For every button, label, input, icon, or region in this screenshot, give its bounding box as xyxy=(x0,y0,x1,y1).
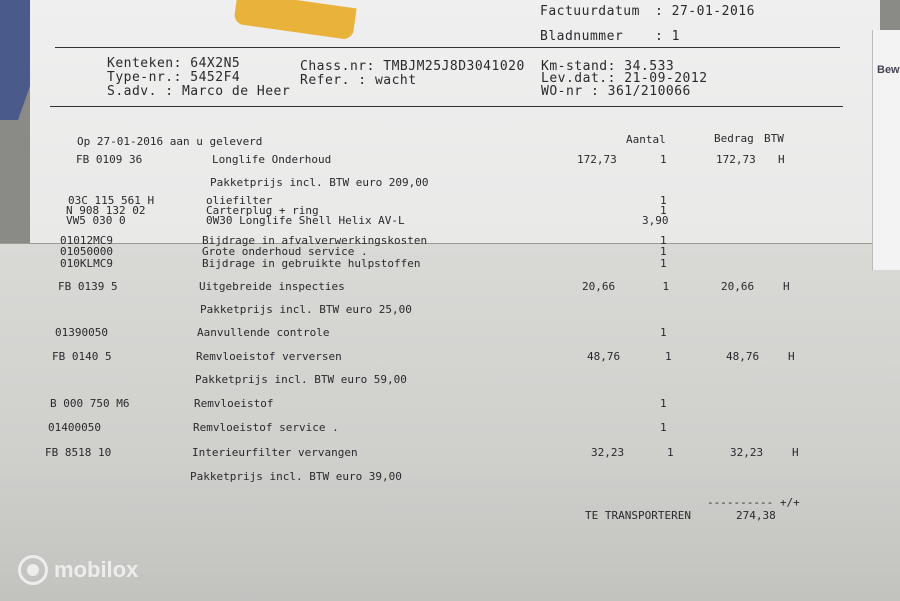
line-description: Remvloeistof service . xyxy=(193,421,339,434)
vehicle-divider xyxy=(50,106,843,107)
line-description: Pakketprijs incl. BTW euro 39,00 xyxy=(190,470,402,483)
line-unit-price: 20,66 xyxy=(582,280,616,293)
lev-dat: Lev.dat.: 21-09-2012 xyxy=(541,71,708,86)
line-quantity: 1 xyxy=(662,280,670,293)
line-description: 0W30 Longlife Shell Helix AV-L xyxy=(206,214,405,227)
side-sheet xyxy=(872,30,900,270)
line-description: Bijdrage in gebruikte hulpstoffen xyxy=(202,257,421,270)
line-code: B 000 750 M6 xyxy=(50,397,130,410)
line-description: Interieurfilter vervangen xyxy=(192,446,358,459)
line-code: 01400050 xyxy=(48,421,101,434)
reference: Refer. : wacht xyxy=(300,73,417,88)
line-quantity: 1 xyxy=(660,234,667,247)
side-sheet-tag: Bew xyxy=(877,64,900,76)
line-btw: H xyxy=(783,280,790,293)
line-code: FB 0109 36 xyxy=(76,153,143,166)
bladnummer-value: : 1 xyxy=(655,29,680,44)
line-btw: H xyxy=(788,350,795,363)
total-dashes: ---------- +/+ xyxy=(707,496,800,509)
line-amount: 172,73 xyxy=(716,153,756,166)
line-quantity: 1 xyxy=(660,257,667,270)
line-unit-price: 32,23 xyxy=(591,446,625,459)
type-nr: Type-nr.: 5452F4 xyxy=(107,70,241,85)
line-description: Pakketprijs incl. BTW euro 59,00 xyxy=(195,373,407,386)
kenteken: Kenteken: 64X2N5 xyxy=(107,56,241,71)
line-quantity: 1 xyxy=(667,446,674,459)
line-code: 01050000 xyxy=(60,245,113,258)
chassis-nr: Chass.nr: TMBJM25J8D3041020 xyxy=(300,59,525,74)
line-description: Uitgebreide inspecties xyxy=(199,280,345,293)
line-quantity: 1 xyxy=(665,350,672,363)
invoice-lower-sheet xyxy=(0,243,900,601)
col-aantal: Aantal xyxy=(626,133,666,146)
line-code: FB 0139 5 xyxy=(58,280,118,293)
line-btw: H xyxy=(778,153,785,166)
line-unit-price: 48,76 xyxy=(587,350,621,363)
line-quantity: 1 xyxy=(660,421,667,434)
line-description: Pakketprijs incl. BTW euro 25,00 xyxy=(200,303,412,316)
km-stand: Km-stand: 34.533 xyxy=(541,59,675,74)
watermark xyxy=(18,555,138,585)
transport-label: TE TRANSPORTEREN xyxy=(585,509,691,522)
line-code: N 908 132 02 xyxy=(66,204,146,217)
delivered-line: Op 27-01-2016 aan u geleverd xyxy=(77,135,263,148)
factuurdatum-label: Factuurdatum xyxy=(540,4,640,19)
line-description: Carterplug + ring xyxy=(206,204,319,217)
line-code: 01012MC9 xyxy=(60,234,113,247)
service-advisor: S.adv. : Marco de Heer xyxy=(107,84,291,99)
line-amount: 32,23 xyxy=(730,446,764,459)
line-description: Aanvullende controle xyxy=(197,326,330,339)
line-description: oliefilter xyxy=(206,194,273,207)
line-quantity: 1 xyxy=(660,194,667,207)
watermark-text: mobilox xyxy=(54,557,139,582)
line-description: Grote onderhoud service . xyxy=(202,245,368,258)
line-description: Bijdrage in afvalverwerkingskosten xyxy=(202,234,428,247)
line-code: 03C 115 561 H xyxy=(68,194,155,207)
wo-nr: WO-nr : 361/210066 xyxy=(541,84,691,99)
line-quantity: 1 xyxy=(660,326,667,339)
line-amount: 48,76 xyxy=(726,350,760,363)
line-code: VW5 030 0 xyxy=(66,214,126,227)
line-code: FB 8518 10 xyxy=(45,446,112,459)
col-bedrag: Bedrag xyxy=(714,132,754,145)
line-quantity: 3,90 xyxy=(642,214,669,227)
line-description: Remvloeistof xyxy=(194,397,274,410)
bladnummer-label: Bladnummer xyxy=(540,29,624,44)
line-description: Pakketprijs incl. BTW euro 209,00 xyxy=(210,176,429,189)
line-description: Longlife Onderhoud xyxy=(212,153,332,166)
line-code: 01390050 xyxy=(55,326,108,339)
transport-total: 274,38 xyxy=(736,509,776,522)
line-unit-price: 172,73 xyxy=(577,153,617,166)
line-quantity: 1 xyxy=(660,245,667,258)
line-code: 010KLMC9 xyxy=(60,257,113,270)
line-amount: 20,66 xyxy=(721,280,755,293)
line-description: Remvloeistof verversen xyxy=(196,350,342,363)
col-btw: BTW xyxy=(764,132,784,145)
factuurdatum-value: : 27-01-2016 xyxy=(655,4,755,19)
header-divider xyxy=(55,47,840,48)
mobilox-logo-icon xyxy=(18,555,48,585)
line-quantity: 1 xyxy=(660,397,667,410)
line-btw: H xyxy=(792,446,799,459)
line-code: FB 0140 5 xyxy=(52,350,112,363)
line-quantity: 1 xyxy=(660,204,667,217)
line-quantity: 1 xyxy=(660,153,667,166)
